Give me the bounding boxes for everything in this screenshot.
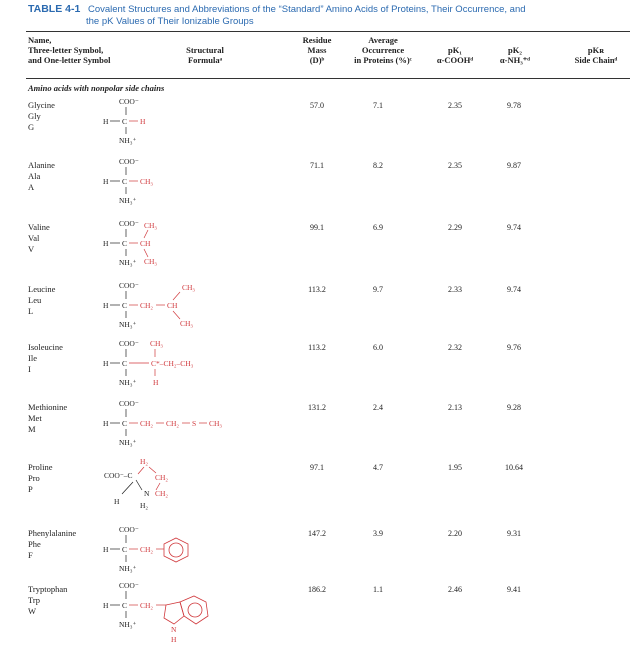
- svg-text:H: H: [114, 497, 120, 506]
- svg-text:COO⁻: COO⁻: [119, 525, 139, 534]
- amino-name: Leucine Leu L: [28, 284, 56, 316]
- header-structural: [160, 45, 250, 65]
- header-pk1-line2: α-COOHᵈ: [436, 55, 474, 65]
- svg-text:CH₂: CH₂: [166, 419, 180, 428]
- structure-glycine: [100, 96, 280, 157]
- svg-text:CH₂: CH₂: [140, 419, 154, 428]
- svg-text:H: H: [140, 117, 146, 126]
- svg-text:NH₃⁺: NH₃⁺: [119, 320, 137, 329]
- structure-isoleucine: [100, 338, 280, 399]
- pk1-value: 2.35: [448, 161, 462, 170]
- svg-text:COO⁻–C: COO⁻–C: [104, 471, 133, 480]
- header-occurrence-line3: in Proteins (%)ᶜ: [354, 55, 412, 65]
- amino-name: Proline Pro P: [28, 462, 53, 494]
- svg-text:COO⁻: COO⁻: [119, 581, 139, 590]
- occurrence-value: 6.0: [373, 343, 383, 352]
- occurrence-value: 1.1: [373, 585, 383, 594]
- svg-text:COO⁻: COO⁻: [119, 219, 139, 228]
- svg-text:H: H: [103, 359, 109, 368]
- amino-name: Tryptophan Trp W: [28, 584, 68, 616]
- svg-text:CH₂: CH₂: [155, 473, 169, 482]
- mass-value: 186.2: [308, 585, 326, 594]
- svg-text:C*–CH₂–CH₃: C*–CH₂–CH₃: [151, 359, 194, 368]
- mass-value: 99.1: [310, 223, 324, 232]
- occurrence-value: 4.7: [373, 463, 383, 472]
- occurrence-value: 9.7: [373, 285, 383, 294]
- svg-text:N: N: [144, 489, 150, 498]
- svg-text:H: H: [103, 601, 109, 610]
- svg-text:H: H: [103, 239, 109, 248]
- header-pk1: [425, 45, 485, 65]
- occurrence-value: 8.2: [373, 161, 383, 170]
- header-structural-line2: Formulaᵃ: [187, 55, 223, 65]
- svg-text:C: C: [122, 419, 128, 428]
- pk2-value: 9.87: [507, 161, 521, 170]
- amino-name: Alanine Ala A: [28, 160, 55, 192]
- svg-text:C: C: [122, 601, 128, 610]
- pk2-value: 9.28: [507, 403, 521, 412]
- mass-value: 97.1: [310, 463, 324, 472]
- occurrence-value: 6.9: [373, 223, 383, 232]
- structure-proline: [100, 456, 280, 521]
- amino-name: Phenylalanine Phe F: [28, 528, 77, 560]
- svg-text:H: H: [103, 419, 109, 428]
- pk1-value: 2.13: [448, 403, 462, 412]
- header-pk1-line1: pK₁: [448, 45, 462, 55]
- pk2-value: 10.64: [505, 463, 523, 472]
- header-pkr-line2: Side Chainᵈ: [574, 55, 618, 65]
- svg-text:NH₃⁺: NH₃⁺: [119, 378, 137, 387]
- svg-text:C: C: [122, 117, 128, 126]
- pk2-value: 9.31: [507, 529, 521, 538]
- header-occurrence-line1: Average: [368, 35, 398, 45]
- svg-text:COO⁻: COO⁻: [119, 97, 139, 106]
- svg-text:H: H: [171, 635, 177, 644]
- svg-text:NH₃⁺: NH₃⁺: [119, 438, 137, 447]
- svg-text:H₂: H₂: [140, 457, 149, 466]
- header-rule: [26, 78, 630, 79]
- svg-text:CH₃: CH₃: [209, 419, 223, 428]
- svg-text:H: H: [103, 117, 109, 126]
- pk1-value: 2.29: [448, 223, 462, 232]
- structure-methionine: [100, 398, 280, 459]
- header-pkr: [560, 45, 632, 65]
- svg-text:S: S: [192, 419, 197, 428]
- mass-value: 113.2: [308, 285, 326, 294]
- svg-text:NH₃⁺: NH₃⁺: [119, 196, 137, 205]
- structure-valine: [100, 218, 280, 279]
- occurrence-value: 3.9: [373, 529, 383, 538]
- svg-text:CH₂: CH₂: [140, 545, 154, 554]
- svg-text:CH₃: CH₃: [182, 283, 196, 292]
- pk2-value: 9.74: [507, 223, 521, 232]
- pk1-value: 2.20: [448, 529, 462, 538]
- occurrence-value: 2.4: [373, 403, 383, 412]
- table-caption-line2: the pK Values of Their Ionizable Groups: [86, 16, 254, 27]
- svg-text:C: C: [122, 545, 128, 554]
- svg-text:NH₃⁺: NH₃⁺: [119, 620, 137, 629]
- svg-text:CH: CH: [140, 239, 151, 248]
- pk1-value: 2.32: [448, 343, 462, 352]
- pk1-value: 2.46: [448, 585, 462, 594]
- svg-text:N: N: [171, 625, 177, 634]
- pk1-value: 2.33: [448, 285, 462, 294]
- svg-text:NH₃⁺: NH₃⁺: [119, 258, 137, 267]
- svg-text:COO⁻: COO⁻: [119, 399, 139, 408]
- svg-text:C: C: [122, 239, 128, 248]
- svg-text:CH₂: CH₂: [140, 301, 154, 310]
- header-occurrence-line2: Occurrence: [361, 45, 405, 55]
- structure-alanine: [100, 156, 280, 217]
- header-pkr-line1: pKʀ: [587, 45, 605, 55]
- svg-text:C: C: [122, 301, 128, 310]
- mass-value: 71.1: [310, 161, 324, 170]
- table-caption-line1: Covalent Structures and Abbreviations of the “Standard” Amino Acids of Proteins, Their Occurrence, and: [87, 4, 526, 15]
- mass-value: 113.2: [308, 343, 326, 352]
- occurrence-value: 7.1: [373, 101, 383, 110]
- svg-text:H: H: [103, 177, 109, 186]
- header-structural-line1: Structural: [186, 45, 224, 55]
- pk1-value: 1.95: [448, 463, 462, 472]
- header-name-line3: and One-letter Symbol: [28, 55, 111, 65]
- pk2-value: 9.74: [507, 285, 521, 294]
- table-label: TABLE 4-1: [28, 3, 81, 15]
- amino-name: Glycine Gly G: [28, 100, 55, 132]
- header-occurrence: [338, 35, 428, 65]
- header-pk2-line1: pK₂: [508, 45, 522, 55]
- svg-text:NH₃⁺: NH₃⁺: [119, 564, 137, 573]
- pk2-value: 9.76: [507, 343, 521, 352]
- svg-text:NH₃⁺: NH₃⁺: [119, 136, 137, 145]
- svg-text:CH₂: CH₂: [155, 489, 169, 498]
- header-mass: [292, 35, 342, 65]
- mass-value: 131.2: [308, 403, 326, 412]
- svg-text:H₂: H₂: [140, 501, 149, 510]
- amino-name: Methionine Met M: [28, 402, 68, 434]
- svg-text:CH₃: CH₃: [180, 319, 194, 328]
- mass-value: 57.0: [310, 101, 324, 110]
- structure-tryptophan: [100, 580, 280, 655]
- svg-text:CH₂: CH₂: [140, 601, 154, 610]
- top-rule: [26, 31, 630, 32]
- svg-text:COO⁻: COO⁻: [119, 281, 139, 290]
- header-name-line1: Name,: [28, 35, 52, 45]
- svg-text:C: C: [122, 177, 128, 186]
- svg-text:H: H: [153, 378, 159, 387]
- svg-text:COO⁻: COO⁻: [119, 157, 139, 166]
- header-pk2: [485, 45, 545, 65]
- section-heading: Amino acids with nonpolar side chains: [28, 83, 165, 93]
- pk1-value: 2.35: [448, 101, 462, 110]
- svg-text:H: H: [103, 545, 109, 554]
- amino-name: Isoleucine Ile I: [28, 342, 63, 374]
- svg-text:CH₃: CH₃: [150, 339, 164, 348]
- svg-text:H: H: [103, 301, 109, 310]
- amino-name: Valine Val V: [28, 222, 50, 254]
- pk2-value: 9.78: [507, 101, 521, 110]
- structure-phenylalanine: [100, 524, 280, 585]
- pk2-value: 9.41: [507, 585, 521, 594]
- structure-leucine: [100, 280, 280, 341]
- svg-text:CH: CH: [167, 301, 178, 310]
- header-name-line2: Three-letter Symbol,: [28, 45, 104, 55]
- header-mass-line1: Residue: [302, 35, 332, 45]
- header-mass-line2: Mass: [307, 45, 327, 55]
- table-title: [28, 3, 628, 28]
- svg-text:CH₃: CH₃: [144, 221, 158, 230]
- header-pk2-line2: α-NH₃⁺ᵈ: [499, 55, 531, 65]
- svg-text:COO⁻: COO⁻: [119, 339, 139, 348]
- svg-text:CH₃: CH₃: [140, 177, 154, 186]
- header-name: [28, 35, 110, 65]
- header-mass-line3: (D)ᵇ: [309, 55, 325, 65]
- svg-text:CH₃: CH₃: [144, 257, 158, 266]
- mass-value: 147.2: [308, 529, 326, 538]
- svg-text:C: C: [122, 359, 128, 368]
